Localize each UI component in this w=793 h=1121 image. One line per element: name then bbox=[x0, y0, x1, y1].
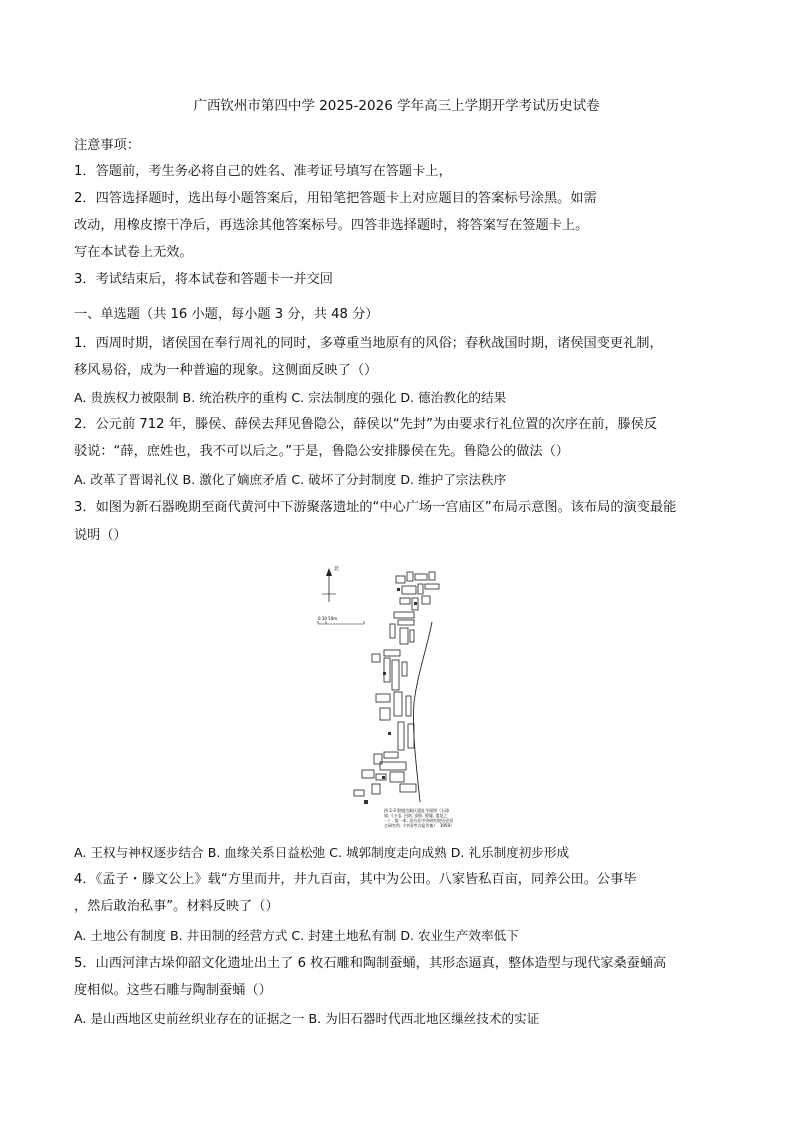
question-1-cont: 移风易俗，成为一种普遍的现象。这侧面反映了（） bbox=[74, 363, 378, 378]
site-plan-figure bbox=[314, 562, 472, 828]
notice-item-2: 2．四答选择题时，选出每小题答案后，用铅笔把答题卡上对应题目的答案标号涂黑。如需 bbox=[74, 191, 597, 206]
river-line bbox=[413, 622, 432, 802]
question-1-options: A. 贵族权力被限制 B. 统治秩序的重构 C. 宗法制度的强化 D. 德治教化的结果 bbox=[74, 390, 507, 405]
notice-item-2-cont: 改动，用橡皮擦干净后，再选涂其他答案标号。四答非选择题时，将答案写在签题卡上。 bbox=[74, 218, 589, 233]
notice-item-2-cont: 写在本试卷上无效。 bbox=[74, 245, 193, 260]
question-2-cont: 驳说：“薛，庶姓也，我不可以后之。”于是，鲁隐公安排滕侯在先。鲁隐公的做法（） bbox=[74, 444, 569, 459]
question-5-cont: 度相似。这些石雕与陶制蚕蛹（） bbox=[74, 983, 272, 998]
question-2-options: A. 改革了晋谒礼仪 B. 激化了嫡庶矛盾 C. 破坏了分封制度 D. 维护了宗法秩序 bbox=[74, 472, 507, 487]
page-title: 广西钦州市第四中学 2025-2026 学年高三上学期开学考试历史试卷 bbox=[193, 98, 600, 114]
question-3-options: A. 王权与神权逐步结合 B. 血缘关系日益松弛 C. 城郭制度走向成熟 D. 礼乐制度初步形成 bbox=[74, 845, 570, 860]
question-1: 1．西周时期，诸侯国在奉行周礼的同时，多尊重当地原有的风俗；春秋战国时期，诸侯国变更礼制， bbox=[74, 336, 663, 351]
scale-label: 0 10 50m bbox=[318, 616, 338, 621]
question-4-cont: ，然后敢治私事”。材料反映了（） bbox=[74, 899, 279, 914]
figure-caption: 言研究所.《中国考古报告集》. 1959） bbox=[384, 823, 454, 828]
figure-caption: 如.《小屯. 河南. 安阳. 殷墟. 遗址之 bbox=[384, 813, 448, 818]
question-2: 2．公元前 712 年，滕侯、薛侯去拜见鲁隐公，薛侯以“先封”为由要求行礼位置的次序在前，滕侯反 bbox=[74, 417, 658, 432]
notice-item-1: 1．答题前，考生务必将自己的姓名、准考证号填写在答题卡上， bbox=[74, 164, 452, 179]
scale-bar bbox=[318, 621, 364, 624]
question-5-options: A. 是山西地区史前丝织业存在的证据之一 B. 为旧石器时代西北地区缫丝技术的实证 bbox=[74, 1011, 540, 1026]
section-heading: 一、单选题（共 16 小题，每小题 3 分，共 48 分） bbox=[74, 307, 379, 322]
question-4: 4．《孟子・滕文公上》载“方里而井，井九百亩，其中为公田。八家皆私百亩，同养公田。公事毕 bbox=[74, 872, 637, 887]
figure-caption: 一》. 第一本. 见台北中央研究院历史语 bbox=[384, 818, 454, 823]
question-3-cont: 说明（） bbox=[74, 528, 127, 543]
question-5: 5．山西河津古垛仰韶文化遗址出土了 6 枚石雕和陶制蚕蛹，其形态逼真，整体造型与现代家桑蚕蛹高 bbox=[74, 956, 667, 971]
north-label: 北 bbox=[334, 566, 340, 572]
north-arrow-icon bbox=[322, 568, 336, 602]
notice-heading: 注意事项： bbox=[74, 138, 140, 153]
notice-item-3: 3．考试结束后，将本试卷和答题卡一并交回 bbox=[74, 272, 333, 287]
question-3: 3．如图为新石器晚期至商代黄河中下游聚落遗址的“中心广场一宫庙区”布局示意图。该布局的演变最能 bbox=[74, 500, 677, 515]
building-plan bbox=[354, 572, 439, 796]
question-4-options: A. 土地公有制度 B. 井田制的经营方式 C. 封建土地私有制 D. 农业生产效率低下 bbox=[74, 928, 519, 943]
figure-caption: 图 2-3 殷墟宫殿区遗址平面图（石璋 bbox=[384, 808, 450, 813]
